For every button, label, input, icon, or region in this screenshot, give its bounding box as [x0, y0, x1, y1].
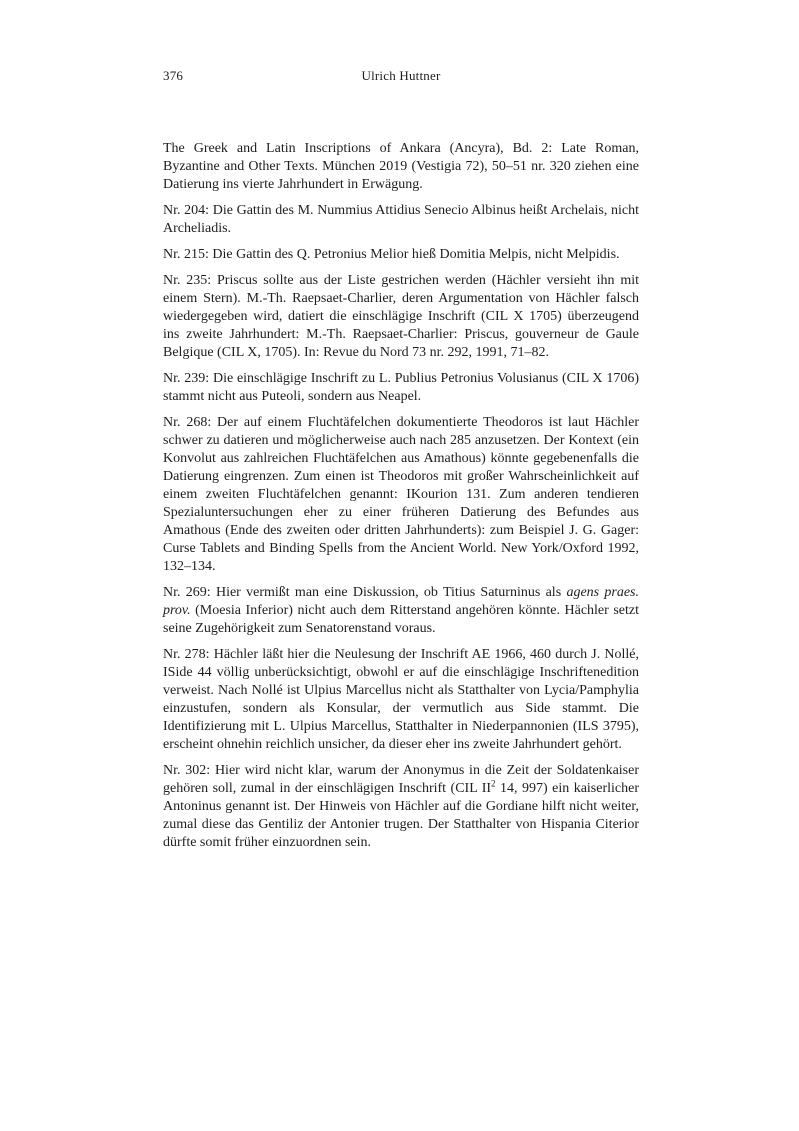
paragraph [163, 584, 639, 638]
text-run: Nr. 239: Die einschlägige Inschrift zu L. Publius Petronius Volusianus (CIL X 1706) stammt nicht aus Puteoli, sondern aus Neapel. [163, 371, 639, 404]
paragraph [163, 370, 639, 406]
text-run: Nr. 302: Hier wird nicht klar, warum der Anonymus in die Zeit der Soldatenkaiser gehören soll, zumal in der einschlägigen Inschrift (CIL II [163, 763, 639, 796]
paragraph [163, 646, 639, 754]
paragraph [163, 414, 639, 576]
page-number: 376 [163, 68, 184, 83]
text-run: Nr. 204: Die Gattin des M. Nummius Attidius Senecio Albinus heißt Archelais, nicht Archeliadis. [163, 203, 639, 236]
page-header [163, 68, 639, 86]
text-run: Nr. 235: Priscus sollte aus der Liste gestrichen werden (Hächler versieht ihn mit einem Stern). M.-Th. Raepsaet-Charlier, deren Argumentation von Hächler falsch wiedergegeben wird, datiert die einschlägige Inschrift (CIL X 1705) überzeugend ins zweite Jahrhundert: M.-Th. Raepsaet-Charlier: Priscus, gouverneur de Gaule Belgique (CIL X, 1705). In: Revue du Nord 73 nr. 292, 1991, 71–82. [163, 273, 639, 360]
text-run: The Greek and Latin Inscriptions of Ankara (Ancyra), Bd. 2: Late Roman, Byzantine and Other Texts. München 2019 (Vestigia 72), 50–51 nr. 320 ziehen eine Datierung ins vierte Jahrhundert in Erwägung. [163, 141, 639, 192]
italic-run: agens praes. prov. [163, 585, 639, 618]
text-run: Nr. 268: Der auf einem Fluchtäfelchen dokumentierte Theodoros ist laut Hächler schwer zu datieren und möglicherweise auch nach 285 anzusetzen. Der Kontext (ein Konvolut aus zahlreichen Fluchtäfelchen aus Amathous) könnte gegebenenfalls die Datierung eingrenzen. Zum einen ist Theodoros mit großer Wahrscheinlichkeit auf einem zweiten Fluchtäfelchen genannt: IKourion 131. Zum anderen tendieren Spezialuntersuchungen eher zu einer früheren Datierung des Befundes aus Amathous (Ende des zweiten oder dritten Jahrhunderts): zum Beispiel J. G. Gager: Curse Tablets and Binding Spells from the Ancient World. New York/Oxford 1992, 132–134. [163, 415, 639, 574]
superscript-run: 2 [491, 778, 496, 789]
paragraph [163, 246, 639, 264]
paragraph [163, 140, 639, 194]
text-run: Nr. 269: Hier vermißt man eine Diskussion, ob Titius Saturninus als [163, 585, 567, 600]
paragraph [163, 762, 639, 852]
page-body [163, 140, 639, 860]
text-run: (Moesia Inferior) nicht auch dem Ritterstand angehören könnte. Hächler setzt seine Zugehörigkeit zum Senatorenstand voraus. [163, 603, 639, 636]
paragraphs [163, 140, 639, 852]
paragraph [163, 272, 639, 362]
text-run: 14, 997) ein kaiserlicher Antoninus genannt ist. Der Hinweis von Hächler auf die Gordiane hilft nicht weiter, zumal diese das Gentiliz der Antonier trugen. Der Statthalter von Hispania Citerior dürfte somit früher einzuordnen sein. [163, 781, 639, 850]
running-head: Ulrich Huttner [361, 68, 441, 83]
text-run: Nr. 278: Hächler läßt hier die Neulesung der Inschrift AE 1966, 460 durch J. Nollé, ISide 44 völlig unberücksichtigt, obwohl er auf die einschlägige Inschriftenedition verweist. Nach Nollé ist Ulpius Marcellus nicht als Statthalter von Lycia/Pamphylia einzustufen, sondern als Konsular, der vermutlich aus Side stammt. Die Identifizierung mit L. Ulpius Marcellus, Statthalter in Niederpannonien (ILS 3795), erscheint ohnehin reichlich unsicher, da dieser eher ins zweite Jahrhundert gehört. [163, 647, 639, 752]
paragraph [163, 202, 639, 238]
text-run: Nr. 215: Die Gattin des Q. Petronius Melior hieß Domitia Melpis, nicht Melpidis. [163, 247, 620, 262]
